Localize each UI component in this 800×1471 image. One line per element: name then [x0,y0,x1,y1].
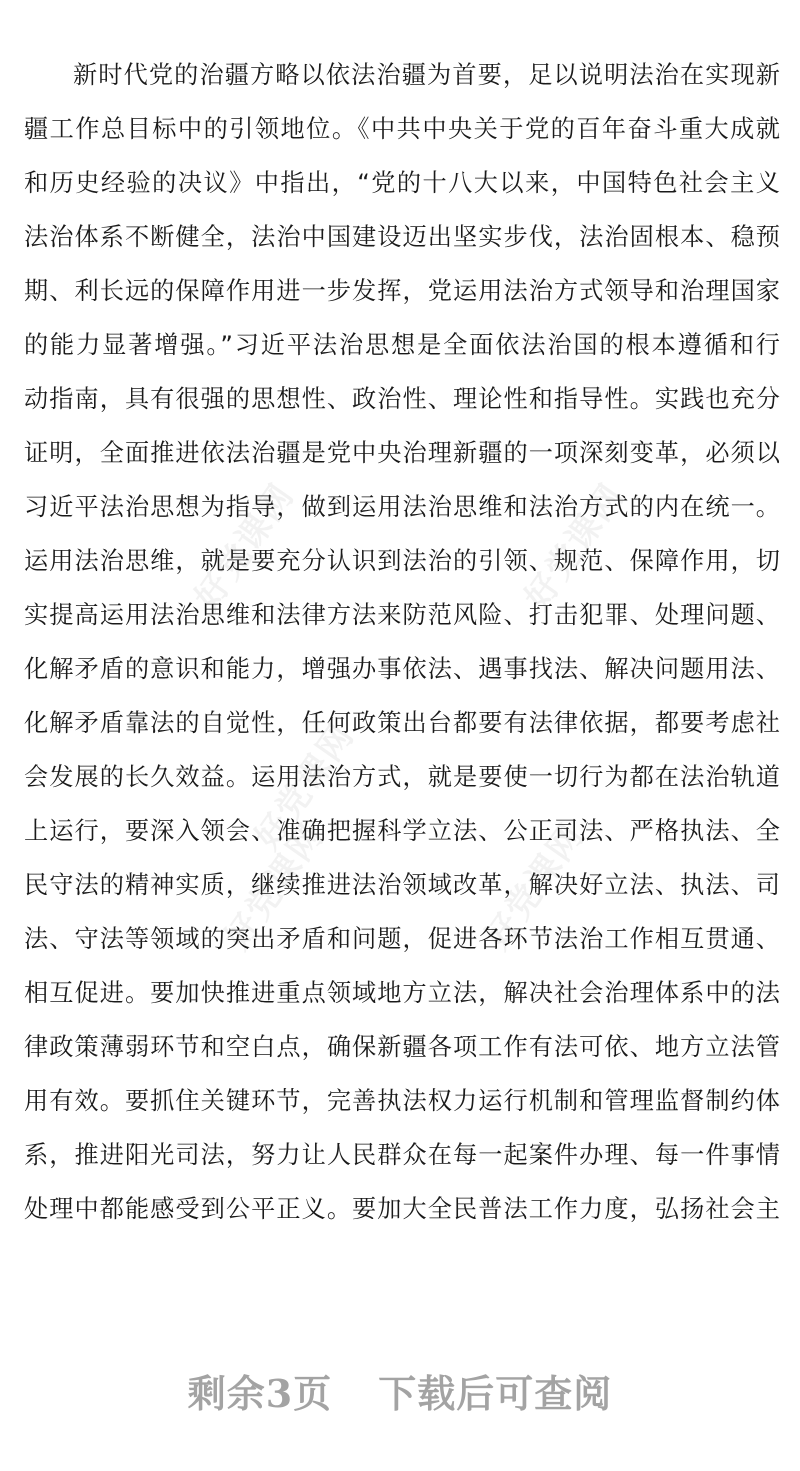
text-line: 疆工作总目标中的引领地位。《中共中央关于党的百年奋斗重大成就 [24,115,780,143]
document-body [24,48,780,1236]
download-prompt-banner[interactable] [0,1360,800,1420]
text-line: 的能力显著增强。”习近平法治思想是全面依法治国的根本遵循和行 [24,331,780,359]
text-line: 化解矛盾的意识和能力，增强办事依法、遇事找法、解决问题用法、 [24,655,780,683]
text-line: 和历史经验的决议》中指出，“党的十八大以来，中国特色社会主义 [24,169,780,197]
text-line: 上运行，要深入领会、准确把握科学立法、公正司法、严格执法、全 [24,817,780,845]
text-line: 法、守法等领域的突出矛盾和问题，促进各环节法治工作相互贯通、 [24,925,780,953]
watermark: 好党课网 [217,816,333,957]
watermark: 好党课网 [477,816,593,957]
remaining-pages-label: 剩余3页 [187,1370,333,1416]
watermark: 好党课网 [517,476,633,617]
text-line: 处理中都能感受到公平正义。要加大全民普法工作力度，弘扬社会主 [24,1195,780,1223]
text-line: 用有效。要抓住关键环节，完善执法权力运行机制和管理监督制约体 [24,1087,780,1115]
text-line: 动指南，具有很强的思想性、政治性、理论性和指导性。实践也充分 [24,385,780,413]
text-line: 律政策薄弱环节和空白点，确保新疆各项工作有法可依、地方立法管 [24,1033,780,1061]
text-line: 系，推进阳光司法，努力让人民群众在每一起案件办理、每一件事情 [24,1141,780,1169]
watermark: 好党课网 [187,476,303,617]
text-line: 习近平法治思想为指导，做到运用法治思维和法治方式的内在统一。 [24,493,780,521]
text-line: 民守法的精神实质，继续推进法治领域改革，解决好立法、执法、司 [24,871,780,899]
text-line: 期、利长远的保障作用进一步发挥，党运用法治方式领导和治理国家 [24,277,780,305]
watermark: 好党课网 [247,716,363,857]
text-line: 实提高运用法治思维和法律方法来防范风险、打击犯罪、处理问题、 [24,601,780,629]
text-line: 法治体系不断健全，法治中国建设迈出坚实步伐，法治固根本、稳预 [24,223,780,251]
text-line: 证明，全面推进依法治疆是党中央治理新疆的一项深刻变革，必须以 [24,439,780,467]
text-line: 化解矛盾靠法的自觉性，任何政策出台都要有法律依据，都要考虑社 [24,709,780,737]
text-line: 运用法治思维，就是要充分认识到法治的引领、规范、保障作用，切 [24,547,780,575]
download-to-view-label[interactable]: 下载后可查阅 [378,1370,613,1416]
text-line: 相互促进。要加快推进重点领域地方立法，解决社会治理体系中的法 [24,979,780,1007]
text-line: 新时代党的治疆方略以依法治疆为首要，足以说明法治在实现新 [73,61,780,89]
text-line: 会发展的长久效益。运用法治方式，就是要使一切行为都在法治轨道 [24,763,780,791]
